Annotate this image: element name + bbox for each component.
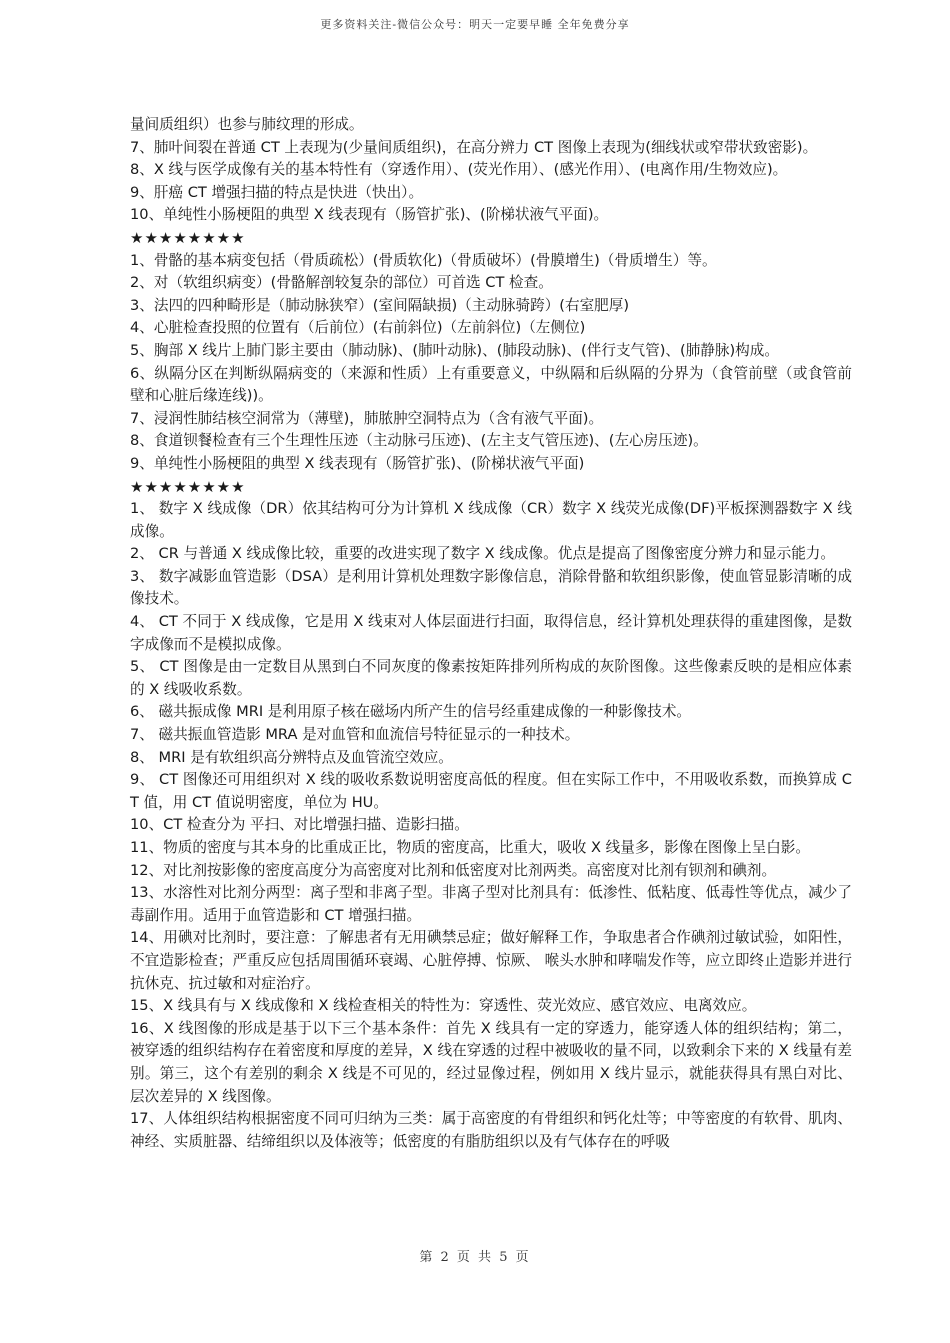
paragraph: 15、X 线具有与 X 线成像和 X 线检查相关的特性为：穿透性、荧光效应、感官效应、电离效应。 bbox=[130, 997, 757, 1015]
paragraph: 10、单纯性小肠梗阻的典型 X 线表现有（肠管扩张)、(阶梯状液气平面)。 bbox=[130, 206, 609, 224]
paragraph: 10、CT 检查分为 平扫、对比增强扫描、造影扫描。 bbox=[130, 816, 469, 834]
paragraph: 2、 CR 与普通 X 线成像比较，重要的改进实现了数字 X 线成像。优点是提高了图像密度分辨力和显示能力。 bbox=[130, 545, 835, 563]
paragraph: 8、食道钡餐检查有三个生理性压迹（主动脉弓压迹)、(左主支气管压迹)、(左心房压迹)。 bbox=[130, 432, 708, 450]
paragraph: 8、 MRI 是有软组织高分辨特点及血管流空效应。 bbox=[130, 748, 453, 766]
paragraph: 1、骨骼的基本病变包括（骨质疏松）(骨质软化)（骨质破坏）(骨膜增生)（骨质增生）等。 bbox=[130, 251, 717, 269]
paragraph: 1、 数字 X 线成像（DR）依其结构可分为计算机 X 线成像（CR）数字 X 线荧光成像(DF)平板探测器数字 X 线成像。 bbox=[130, 500, 852, 540]
paragraph: 3、 数字减影血管造影（DSA）是利用计算机处理数字影像信息，消除骨骼和软组织影像，使血管显影清晰的成像技术。 bbox=[130, 567, 852, 608]
paragraph: 11、物质的密度与其本身的比重成正比，物质的密度高，比重大，吸收 X 线量多，影像在图像上呈白影。 bbox=[130, 839, 810, 856]
paragraph: 14、用碘对比剂时，要注意：了解患者有无用碘禁忌症；做好解释工作，争取患者合作碘剂过敏试验，如阳性，不宜造影检查；严重反应包括周围循环衰竭、心脏停搏、惊厥、 喉头水肿和哮喘发作等，应立即终止造影并进行抗休克、抗过敏和对症治疗。 bbox=[130, 929, 852, 992]
paragraph: 16、X 线图像的形成是基于以下三个基本条件：首先 X 线具有一定的穿透力，能穿透人体的组织结构；第二，被穿透的组织结构存在着密度和厚度的差异，X 线在穿透的过程中被吸收的量不同，以致剩余下来的 X 线量有差别。第三，这个有差别的剩余 X 线是不可见的，经过显像过程，例如用 X 线片显示，就能获得具有黑白对比、层次差异的 X 线图像。 bbox=[130, 1019, 852, 1105]
section-imaging-principles bbox=[130, 498, 852, 1153]
paragraph: 9、肝癌 CT 增强扫描的特点是快进（快出）。 bbox=[130, 183, 424, 201]
section-continuation bbox=[130, 114, 852, 227]
paragraph: 6、纵隔分区在判断纵隔病变的（来源和性质）上有重要意义，中纵隔和后纵隔的分界为（食管前壁（或食管前壁和心脏后缘连线))。 bbox=[130, 364, 852, 405]
paragraph: 7、浸润性肺结核空洞常为（薄壁)，肺脓肿空洞特点为（含有液气平面)。 bbox=[130, 409, 604, 427]
paragraph: 7、 磁共振血管造影 MRA 是对血管和血流信号特征显示的一种技术。 bbox=[130, 726, 580, 744]
paragraph: 2、对（软组织病变）(骨骼解剖较复杂的部位）可首选 CT 检查。 bbox=[130, 274, 553, 292]
paragraph: 3、法四的四种畸形是（肺动脉狭窄）(室间隔缺损)（主动脉骑跨）(右室肥厚) bbox=[130, 296, 630, 314]
paragraph: 4、心脏检查投照的位置有（后前位）(右前斜位)（左前斜位)（左侧位) bbox=[130, 319, 586, 337]
paragraph: 9、单纯性小肠梗阻的典型 X 线表现有（肠管扩张)、(阶梯状液气平面) bbox=[130, 454, 585, 472]
paragraph: 7、肺叶间裂在普通 CT 上表现为(少量间质组织)，在高分辨力 CT 图像上表现为(细线状或窄带状致密影)。 bbox=[130, 138, 818, 156]
document-body bbox=[130, 114, 852, 1153]
paragraph: 6、 磁共振成像 MRI 是利用原子核在磁场内所产生的信号经重建成像的一种影像技术。 bbox=[130, 703, 692, 721]
page-number: 第 2 页 共 5 页 bbox=[419, 1250, 531, 1265]
paragraph: 8、X 线与医学成像有关的基本特性有（穿透作用）、(荧光作用）、(感光作用）、(电离作用/生物效应)。 bbox=[130, 161, 788, 179]
page-header: 更多资料关注-微信公众号：明天一定要早睡 全年免费分享 bbox=[320, 18, 630, 31]
paragraph: 12、对比剂按影像的密度高度分为高密度对比剂和低密度对比剂两类。高密度对比剂有钡剂和碘剂。 bbox=[130, 861, 777, 879]
paragraph: 5、胸部 X 线片上肺门影主要由（肺动脉)、(肺叶动脉)、(肺段动脉)、(伴行支气管)、(肺静脉)构成。 bbox=[130, 341, 779, 359]
paragraph: 量间质组织）也参与肺纹理的形成。 bbox=[130, 116, 364, 133]
paragraph: 17、人体组织结构根据密度不同可归纳为三类：属于高密度的有骨组织和钙化灶等；中等密度的有软骨、肌肉、神经、实质脏器、结缔组织以及体液等；低密度的有脂肪组织以及有气体存在的呼吸 bbox=[130, 1110, 852, 1150]
paragraph: 4、 CT 不同于 X 线成像，它是用 X 线束对人体层面进行扫面，取得信息，经计算机处理获得的重建图像，是数字成像而不是模拟成像。 bbox=[130, 613, 852, 653]
paragraph: 5、 CT 图像是由一定数目从黑到白不同灰度的像素按矩阵排列所构成的灰阶图像。这些像素反映的是相应体素的 X 线吸收系数。 bbox=[130, 658, 852, 698]
section-imaging-findings bbox=[130, 250, 852, 476]
star-divider: ★★★★★★★★ bbox=[130, 477, 246, 496]
paragraph: 9、 CT 图像还可用组织对 X 线的吸收系数说明密度高低的程度。但在实际工作中，不用吸收系数，而换算成 CT 值，用 CT 值说明密度，单位为 HU。 bbox=[130, 771, 852, 811]
star-divider: ★★★★★★★★ bbox=[130, 228, 246, 247]
paragraph: 13、水溶性对比剂分两型：离子型和非离子型。非离子型对比剂具有：低渗性、低粘度、低毒性等优点，减少了毒副作用。适用于血管造影和 CT 增强扫描。 bbox=[130, 884, 852, 924]
